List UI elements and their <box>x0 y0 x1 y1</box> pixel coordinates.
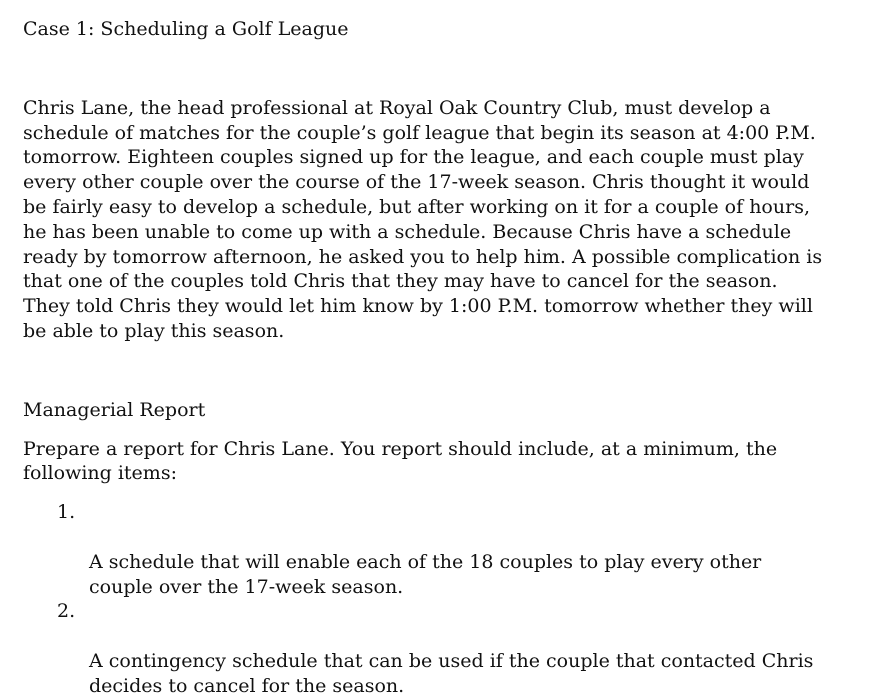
managerial-report-heading: Managerial Report <box>23 398 206 421</box>
list-item <box>23 599 883 698</box>
case-title: Case 1: Scheduling a Golf League <box>23 18 349 40</box>
report-items-list <box>23 500 883 698</box>
list-item-number: 2. <box>57 600 76 623</box>
list-item <box>23 500 883 599</box>
case-description-paragraph: Chris Lane, the head professional at Royal Oak Country Club, must develop a schedule of matches for the couple’s golf league that begin its season at 4:00 P.M. tomorrow. Eighteen couples signed up for the league, and each couple must play every other couple over the course of the 17-week season. Chris thought it would be fairly easy to develop a schedule, but after working on it for a couple of hours, he has been unable to come up with a schedule. Because Chris have a schedule ready by tomorrow afternoon, he asked you to help him. A possible complication is that one of the couples told Chris that they may have to cancel for the season. They told Chris they would let him know by 1:00 P.M. tomorrow whether they will be able to play this season. <box>23 96 823 342</box>
report-intro-paragraph: Prepare a report for Chris Lane. You report should include, at a minimum, the following items: <box>23 437 778 485</box>
document-page <box>23 17 883 699</box>
list-item-text: A schedule that will enable each of the 18 couples to play every other couple over the 17-week season. <box>89 550 762 598</box>
list-item-number: 1. <box>57 501 76 524</box>
list-item-text: A contingency schedule that can be used if the couple that contacted Chris decides to cancel for the season. <box>89 649 814 697</box>
